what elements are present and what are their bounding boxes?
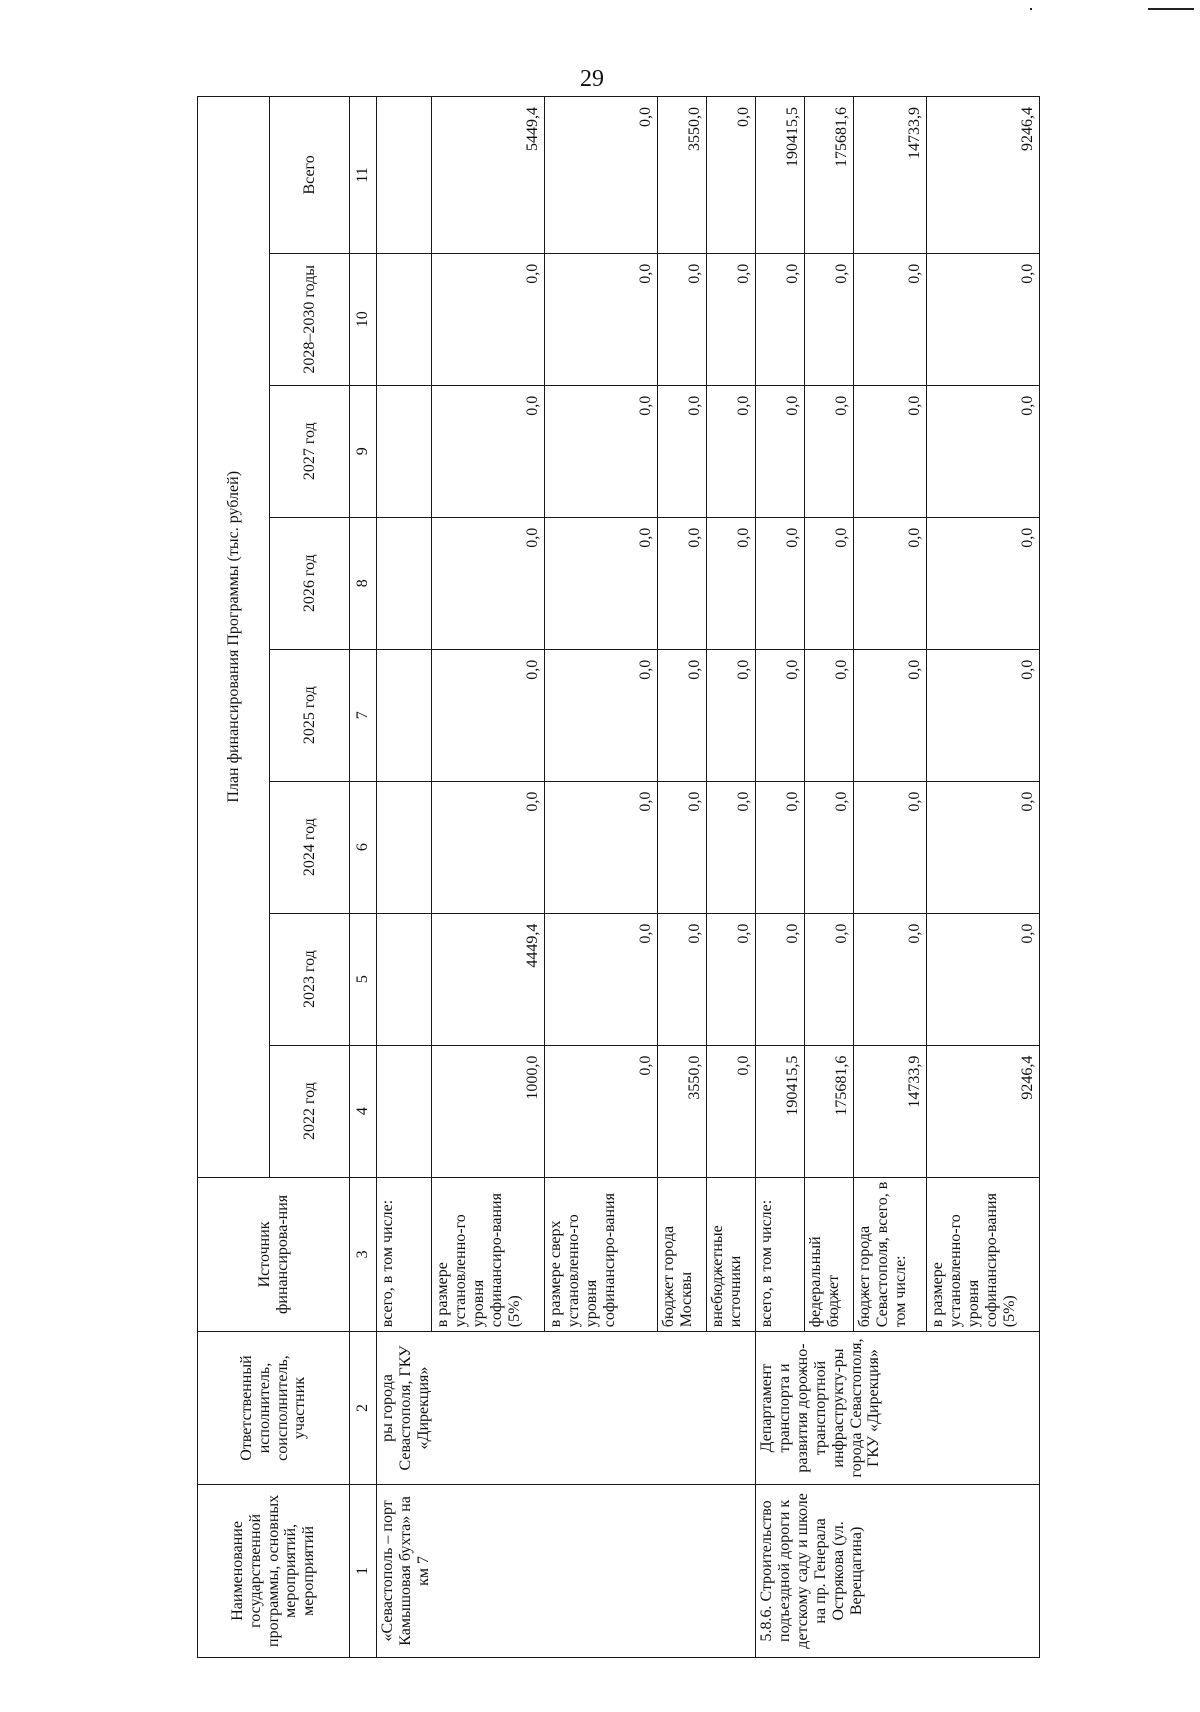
value-cell: 9246,4 bbox=[927, 1045, 1040, 1177]
value-cell: 0,0 bbox=[432, 649, 545, 781]
activity-name: «Севастополь – порт Камышовая бухта» на км 7 bbox=[377, 1484, 756, 1657]
value-cell: 0,0 bbox=[756, 253, 805, 385]
value-cell bbox=[377, 97, 432, 254]
header-plan: План финансирования Программы (тыс. рублей) bbox=[198, 97, 270, 1178]
value-cell: 5449,4 bbox=[432, 97, 545, 254]
value-cell: 0,0 bbox=[545, 1045, 658, 1177]
value-cell: 1000,0 bbox=[432, 1045, 545, 1177]
value-cell: 0,0 bbox=[927, 517, 1040, 649]
value-cell bbox=[377, 913, 432, 1045]
header-name: Наименование государственной программы, основных мероприятий, мероприятий bbox=[198, 1484, 350, 1657]
financing-table bbox=[197, 96, 1040, 1658]
value-cell: 0,0 bbox=[756, 385, 805, 517]
value-cell: 0,0 bbox=[854, 649, 927, 781]
value-cell: 0,0 bbox=[545, 385, 658, 517]
value-cell: 0,0 bbox=[707, 781, 756, 913]
value-cell: 0,0 bbox=[545, 913, 658, 1045]
header-year: 2028–2030 годы bbox=[270, 253, 350, 385]
header-executor: Ответственный исполнитель, соисполнитель, участник bbox=[198, 1332, 350, 1485]
value-cell: 3550,0 bbox=[658, 97, 707, 254]
column-number: 4 bbox=[350, 1045, 377, 1177]
column-number: 11 bbox=[350, 97, 377, 254]
value-cell: 0,0 bbox=[545, 253, 658, 385]
value-cell bbox=[377, 1045, 432, 1177]
value-cell: 0,0 bbox=[707, 913, 756, 1045]
column-number: 7 bbox=[350, 649, 377, 781]
column-number: 6 bbox=[350, 781, 377, 913]
column-number: 8 bbox=[350, 517, 377, 649]
funding-source: в размере установленно-го уровня софинансиро-вания (5%) bbox=[432, 1177, 545, 1332]
table-row bbox=[377, 97, 432, 1658]
value-cell bbox=[377, 385, 432, 517]
funding-source: внебюджетные источники bbox=[707, 1177, 756, 1332]
value-cell: 0,0 bbox=[658, 385, 707, 517]
value-cell: 9246,4 bbox=[927, 97, 1040, 254]
executor: Департамент транспорта и развития дорожно-транспортной инфраструкту-ры города Севастополя, ГКУ «Дирекция» bbox=[756, 1332, 1040, 1485]
value-cell: 0,0 bbox=[854, 385, 927, 517]
value-cell: 0,0 bbox=[854, 913, 927, 1045]
value-cell: 14733,9 bbox=[854, 97, 927, 254]
funding-source: в размере сверх установленно-го уровня софинансиро-вания bbox=[545, 1177, 658, 1332]
value-cell bbox=[377, 517, 432, 649]
column-number: 1 bbox=[350, 1484, 377, 1657]
value-cell: 0,0 bbox=[432, 253, 545, 385]
funding-source: в размере установленно-го уровня софинансиро-вания (5%) bbox=[927, 1177, 1040, 1332]
value-cell: 0,0 bbox=[658, 913, 707, 1045]
value-cell: 0,0 bbox=[854, 517, 927, 649]
value-cell: 0,0 bbox=[756, 649, 805, 781]
header-total: Всего bbox=[270, 97, 350, 254]
value-cell: 0,0 bbox=[854, 781, 927, 913]
value-cell: 0,0 bbox=[658, 781, 707, 913]
table-row bbox=[756, 97, 805, 1658]
value-cell: 0,0 bbox=[805, 517, 854, 649]
value-cell: 0,0 bbox=[756, 913, 805, 1045]
value-cell: 0,0 bbox=[707, 385, 756, 517]
header-year: 2027 год bbox=[270, 385, 350, 517]
value-cell: 0,0 bbox=[927, 253, 1040, 385]
column-number: 2 bbox=[350, 1332, 377, 1485]
header-year: 2026 год bbox=[270, 517, 350, 649]
value-cell: 0,0 bbox=[658, 649, 707, 781]
value-cell: 190415,5 bbox=[756, 97, 805, 254]
value-cell: 0,0 bbox=[805, 781, 854, 913]
value-cell: 0,0 bbox=[545, 97, 658, 254]
value-cell bbox=[377, 253, 432, 385]
value-cell: 175681,6 bbox=[805, 1045, 854, 1177]
value-cell: 0,0 bbox=[854, 253, 927, 385]
header-source: Источник финансирова-ния bbox=[198, 1177, 350, 1332]
activity-name: 5.8.6. Строительство подъездной дороги к детскому саду и школе на пр. Генерала Острякова (ул. Верещагина) bbox=[756, 1484, 1040, 1657]
header-year: 2024 год bbox=[270, 781, 350, 913]
rotated-table-container bbox=[197, 96, 1039, 1658]
value-cell: 0,0 bbox=[805, 385, 854, 517]
funding-source: всего, в том числе: bbox=[377, 1177, 432, 1332]
value-cell: 0,0 bbox=[927, 649, 1040, 781]
value-cell: 0,0 bbox=[707, 97, 756, 254]
value-cell: 0,0 bbox=[805, 913, 854, 1045]
value-cell: 0,0 bbox=[432, 385, 545, 517]
column-number: 3 bbox=[350, 1177, 377, 1332]
value-cell: 14733,9 bbox=[854, 1045, 927, 1177]
header-year: 2022 год bbox=[270, 1045, 350, 1177]
funding-source: бюджет города Москвы bbox=[658, 1177, 707, 1332]
header-year: 2025 год bbox=[270, 649, 350, 781]
funding-source: федеральный бюджет bbox=[805, 1177, 854, 1332]
value-cell: 3550,0 bbox=[658, 1045, 707, 1177]
value-cell: 0,0 bbox=[707, 253, 756, 385]
value-cell: 0,0 bbox=[756, 517, 805, 649]
value-cell: 0,0 bbox=[707, 649, 756, 781]
column-number: 5 bbox=[350, 913, 377, 1045]
header-year: 2023 год bbox=[270, 913, 350, 1045]
value-cell: 0,0 bbox=[545, 781, 658, 913]
value-cell bbox=[377, 781, 432, 913]
value-cell: 0,0 bbox=[756, 781, 805, 913]
funding-source: бюджет города Севастополя, всего, в том числе: bbox=[854, 1177, 927, 1332]
scan-edge-mark bbox=[1148, 8, 1194, 10]
value-cell: 0,0 bbox=[927, 781, 1040, 913]
value-cell: 0,0 bbox=[805, 253, 854, 385]
value-cell: 0,0 bbox=[545, 517, 658, 649]
value-cell: 0,0 bbox=[658, 253, 707, 385]
funding-source: всего, в том числе: bbox=[756, 1177, 805, 1332]
column-number: 10 bbox=[350, 253, 377, 385]
value-cell bbox=[377, 649, 432, 781]
value-cell: 0,0 bbox=[658, 517, 707, 649]
value-cell: 0,0 bbox=[432, 517, 545, 649]
value-cell: 4449,4 bbox=[432, 913, 545, 1045]
value-cell: 0,0 bbox=[432, 781, 545, 913]
value-cell: 0,0 bbox=[707, 1045, 756, 1177]
column-number: 9 bbox=[350, 385, 377, 517]
value-cell: 175681,6 bbox=[805, 97, 854, 254]
scan-edge-mark bbox=[1030, 8, 1032, 10]
value-cell: 0,0 bbox=[927, 385, 1040, 517]
value-cell: 0,0 bbox=[545, 649, 658, 781]
executor: ры города Севастополя, ГКУ «Дирекция» bbox=[377, 1332, 756, 1485]
value-cell: 0,0 bbox=[927, 913, 1040, 1045]
value-cell: 190415,5 bbox=[756, 1045, 805, 1177]
value-cell: 0,0 bbox=[805, 649, 854, 781]
value-cell: 0,0 bbox=[707, 517, 756, 649]
page-number: 29 bbox=[580, 66, 604, 92]
